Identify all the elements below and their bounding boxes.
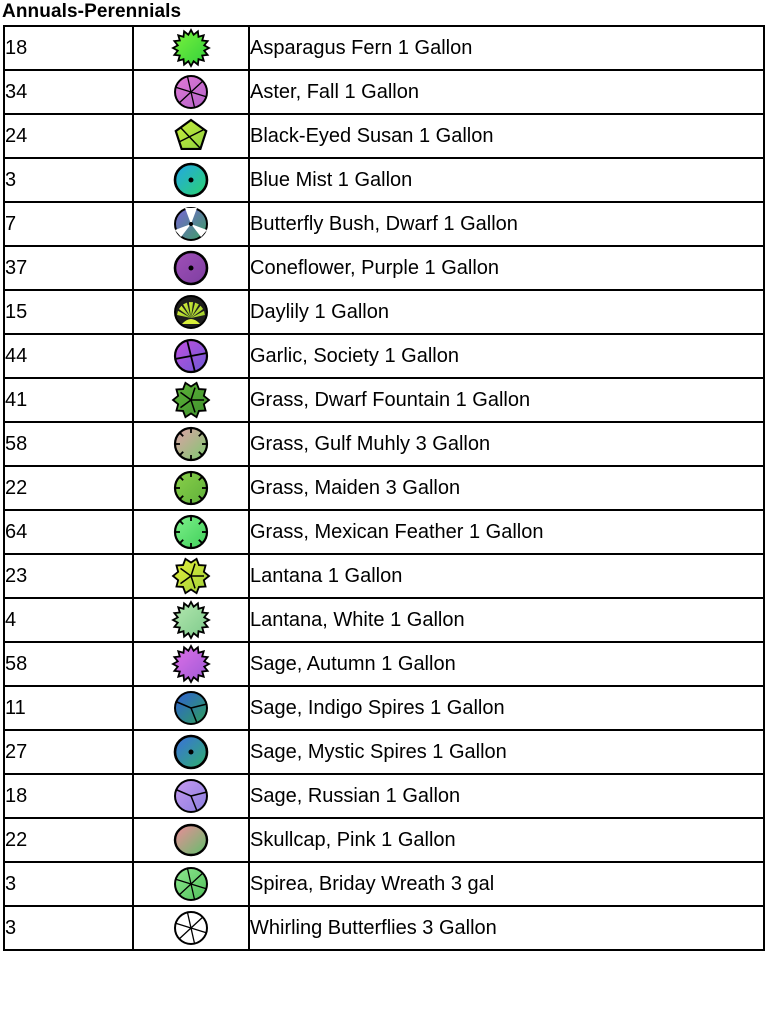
table-row (4, 686, 764, 730)
bridal-wreath-spirea-icon (170, 863, 212, 905)
table-row (4, 730, 764, 774)
quantity-cell: 22 (4, 818, 133, 862)
plant-name-cell: Grass, Maiden 3 Gallon (249, 466, 764, 510)
quantity-cell: 34 (4, 70, 133, 114)
quantity-cell: 15 (4, 290, 133, 334)
table-row (4, 378, 764, 422)
table-row (4, 510, 764, 554)
quantity-cell: 11 (4, 686, 133, 730)
quantity-cell: 18 (4, 774, 133, 818)
quantity-cell: 4 (4, 598, 133, 642)
table-row (4, 906, 764, 950)
plant-name-cell: Asparagus Fern 1 Gallon (249, 26, 764, 70)
quantity-cell: 64 (4, 510, 133, 554)
asparagus-fern-icon (170, 27, 212, 69)
symbol-cell (133, 334, 249, 378)
plant-name-cell: Black-Eyed Susan 1 Gallon (249, 114, 764, 158)
whirling-butterflies-icon (170, 907, 212, 949)
plant-name-cell: Lantana 1 Gallon (249, 554, 764, 598)
table-row (4, 26, 764, 70)
symbol-cell (133, 158, 249, 202)
table-row (4, 202, 764, 246)
lantana-icon (170, 555, 212, 597)
mexican-feather-grass-icon (170, 511, 212, 553)
aster-icon (170, 71, 212, 113)
symbol-cell (133, 246, 249, 290)
russian-sage-icon (170, 775, 212, 817)
symbol-cell (133, 466, 249, 510)
table-row (4, 598, 764, 642)
table-row (4, 290, 764, 334)
plant-name-cell: Garlic, Society 1 Gallon (249, 334, 764, 378)
symbol-cell (133, 422, 249, 466)
plant-name-cell: Grass, Dwarf Fountain 1 Gallon (249, 378, 764, 422)
quantity-cell: 3 (4, 862, 133, 906)
quantity-cell: 24 (4, 114, 133, 158)
plant-name-cell: Sage, Mystic Spires 1 Gallon (249, 730, 764, 774)
table-row (4, 862, 764, 906)
quantity-cell: 58 (4, 422, 133, 466)
symbol-cell (133, 378, 249, 422)
quantity-cell: 23 (4, 554, 133, 598)
symbol-cell (133, 114, 249, 158)
white-lantana-icon (170, 599, 212, 641)
table-row (4, 818, 764, 862)
plant-name-cell: Spirea, Briday Wreath 3 gal (249, 862, 764, 906)
symbol-cell (133, 598, 249, 642)
section-title: Annuals-Perennials (2, 1, 182, 22)
dwarf-fountain-grass-icon (170, 379, 212, 421)
plant-name-cell: Sage, Autumn 1 Gallon (249, 642, 764, 686)
pink-skullcap-icon (170, 819, 212, 861)
plant-name-cell: Whirling Butterflies 3 Gallon (249, 906, 764, 950)
table-row (4, 334, 764, 378)
symbol-cell (133, 290, 249, 334)
table-row (4, 466, 764, 510)
butterfly-bush-icon (170, 203, 212, 245)
table-row (4, 246, 764, 290)
quantity-cell: 41 (4, 378, 133, 422)
table-row (4, 774, 764, 818)
symbol-cell (133, 818, 249, 862)
indigo-spires-sage-icon (170, 687, 212, 729)
quantity-cell: 18 (4, 26, 133, 70)
table-row (4, 642, 764, 686)
symbol-cell (133, 26, 249, 70)
plant-name-cell: Grass, Mexican Feather 1 Gallon (249, 510, 764, 554)
mystic-spires-sage-icon (170, 731, 212, 773)
symbol-cell (133, 70, 249, 114)
quantity-cell: 58 (4, 642, 133, 686)
symbol-cell (133, 906, 249, 950)
black-eyed-susan-icon (170, 115, 212, 157)
autumn-sage-icon (170, 643, 212, 685)
symbol-cell (133, 202, 249, 246)
plant-name-cell: Coneflower, Purple 1 Gallon (249, 246, 764, 290)
table-row (4, 158, 764, 202)
symbol-cell (133, 774, 249, 818)
plant-name-cell: Aster, Fall 1 Gallon (249, 70, 764, 114)
blue-mist-icon (170, 159, 212, 201)
plant-name-cell: Skullcap, Pink 1 Gallon (249, 818, 764, 862)
plant-name-cell: Grass, Gulf Muhly 3 Gallon (249, 422, 764, 466)
quantity-cell: 27 (4, 730, 133, 774)
plant-schedule-table (3, 25, 765, 951)
table-row (4, 422, 764, 466)
plant-name-cell: Sage, Indigo Spires 1 Gallon (249, 686, 764, 730)
plant-name-cell: Daylily 1 Gallon (249, 290, 764, 334)
daylily-icon (170, 291, 212, 333)
coneflower-icon (170, 247, 212, 289)
quantity-cell: 7 (4, 202, 133, 246)
plant-name-cell: Blue Mist 1 Gallon (249, 158, 764, 202)
plant-name-cell: Butterfly Bush, Dwarf 1 Gallon (249, 202, 764, 246)
society-garlic-icon (170, 335, 212, 377)
symbol-cell (133, 510, 249, 554)
quantity-cell: 22 (4, 466, 133, 510)
symbol-cell (133, 730, 249, 774)
plant-name-cell: Sage, Russian 1 Gallon (249, 774, 764, 818)
symbol-cell (133, 686, 249, 730)
symbol-cell (133, 554, 249, 598)
maiden-grass-icon (170, 467, 212, 509)
table-row (4, 554, 764, 598)
quantity-cell: 44 (4, 334, 133, 378)
table-row (4, 70, 764, 114)
plant-name-cell: Lantana, White 1 Gallon (249, 598, 764, 642)
quantity-cell: 37 (4, 246, 133, 290)
gulf-muhly-icon (170, 423, 212, 465)
quantity-cell: 3 (4, 158, 133, 202)
table-row (4, 114, 764, 158)
quantity-cell: 3 (4, 906, 133, 950)
symbol-cell (133, 862, 249, 906)
symbol-cell (133, 642, 249, 686)
